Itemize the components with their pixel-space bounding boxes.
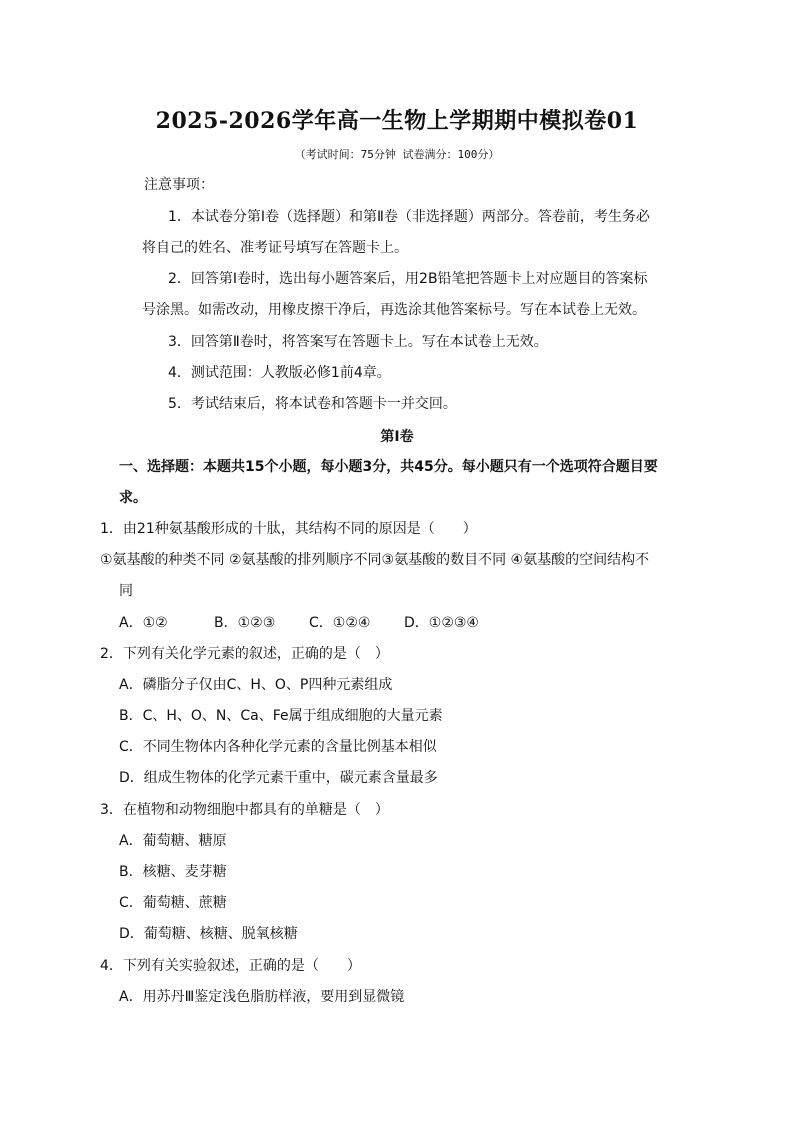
question-4-stem: 4．下列有关实验叙述，正确的是（ ） (100, 958, 361, 974)
note-line-3: 2．回答第Ⅰ卷时，选出每小题答案后，用2B铅笔把答题卡上对应题目的答案标 (168, 271, 648, 287)
section-heading: 第Ⅰ卷 (380, 429, 414, 445)
question-3-option-d: D．葡萄糖、核糖、脱氧核糖 (119, 926, 298, 942)
note-line-1: 1．本试卷分第Ⅰ卷（选择题）和第Ⅱ卷（非选择题）两部分。答卷前，考生务必 (168, 209, 650, 225)
question-2-option-c: C．不同生物体内各种化学元素的含量比例基本相似 (119, 739, 437, 755)
exam-title: 2025-2026学年高一生物上学期期中模拟卷01 (155, 108, 639, 134)
question-1-options (119, 614, 479, 632)
question-1-option-d: D．①②③④ (404, 615, 479, 631)
question-1-stem: 1．由21种氨基酸形成的十肽，其结构不同的原因是（ ） (100, 521, 477, 537)
section-intro-line-1: 一、选择题：本题共15个小题，每小题3分，共45分。每小题只有一个选项符合题目要 (119, 459, 658, 475)
section-intro-line-2: 求。 (119, 490, 147, 506)
question-3-option-c: C．葡萄糖、蔗糖 (119, 895, 227, 911)
question-4-option-a: A．用苏丹Ⅲ鉴定浅色脂肪样液，要用到显微镜 (119, 989, 405, 1005)
question-1-option-a: A．①② (119, 615, 168, 631)
question-2-stem: 2．下列有关化学元素的叙述，正确的是（ ） (100, 646, 389, 662)
question-2-option-d: D．组成生物体的化学元素干重中，碳元素含量最多 (119, 770, 438, 786)
question-1-option-b: B．①②③ (214, 615, 276, 631)
note-line-2: 将自己的姓名、准考证号填写在答题卡上。 (142, 240, 408, 256)
question-3-option-a: A．葡萄糖、糖原 (119, 833, 227, 849)
question-1-statements-line-1: ①氨基酸的种类不同 ②氨基酸的排列顺序不同③氨基酸的数目不同 ④氨基酸的空间结构不 (100, 552, 650, 568)
question-2-option-b: B．C、H、O、N、Ca、Fe属于组成细胞的大量元素 (119, 708, 443, 724)
note-line-4: 号涂黑。如需改动，用橡皮擦干净后，再选涂其他答案标号。写在本试卷上无效。 (142, 302, 646, 318)
exam-subtitle: （考试时间：75分钟 试卷满分：100分） (294, 148, 500, 161)
question-1-statements-line-2: 同 (119, 583, 133, 599)
question-3-stem: 3．在植物和动物细胞中都具有的单糖是（ ） (100, 802, 389, 818)
note-line-6: 4．测试范围：人教版必修1前4章。 (168, 365, 391, 381)
question-3-option-b: B．核糖、麦芽糖 (119, 864, 227, 880)
question-1-option-c: C．①②④ (309, 615, 371, 631)
note-line-5: 3．回答第Ⅱ卷时，将答案写在答题卡上。写在本试卷上无效。 (168, 334, 548, 350)
note-line-7: 5．考试结束后，将本试卷和答题卡一并交回。 (168, 396, 457, 412)
question-2-option-a: A．磷脂分子仅由C、H、O、P四种元素组成 (119, 677, 393, 693)
notes-heading: 注意事项： (144, 177, 214, 193)
